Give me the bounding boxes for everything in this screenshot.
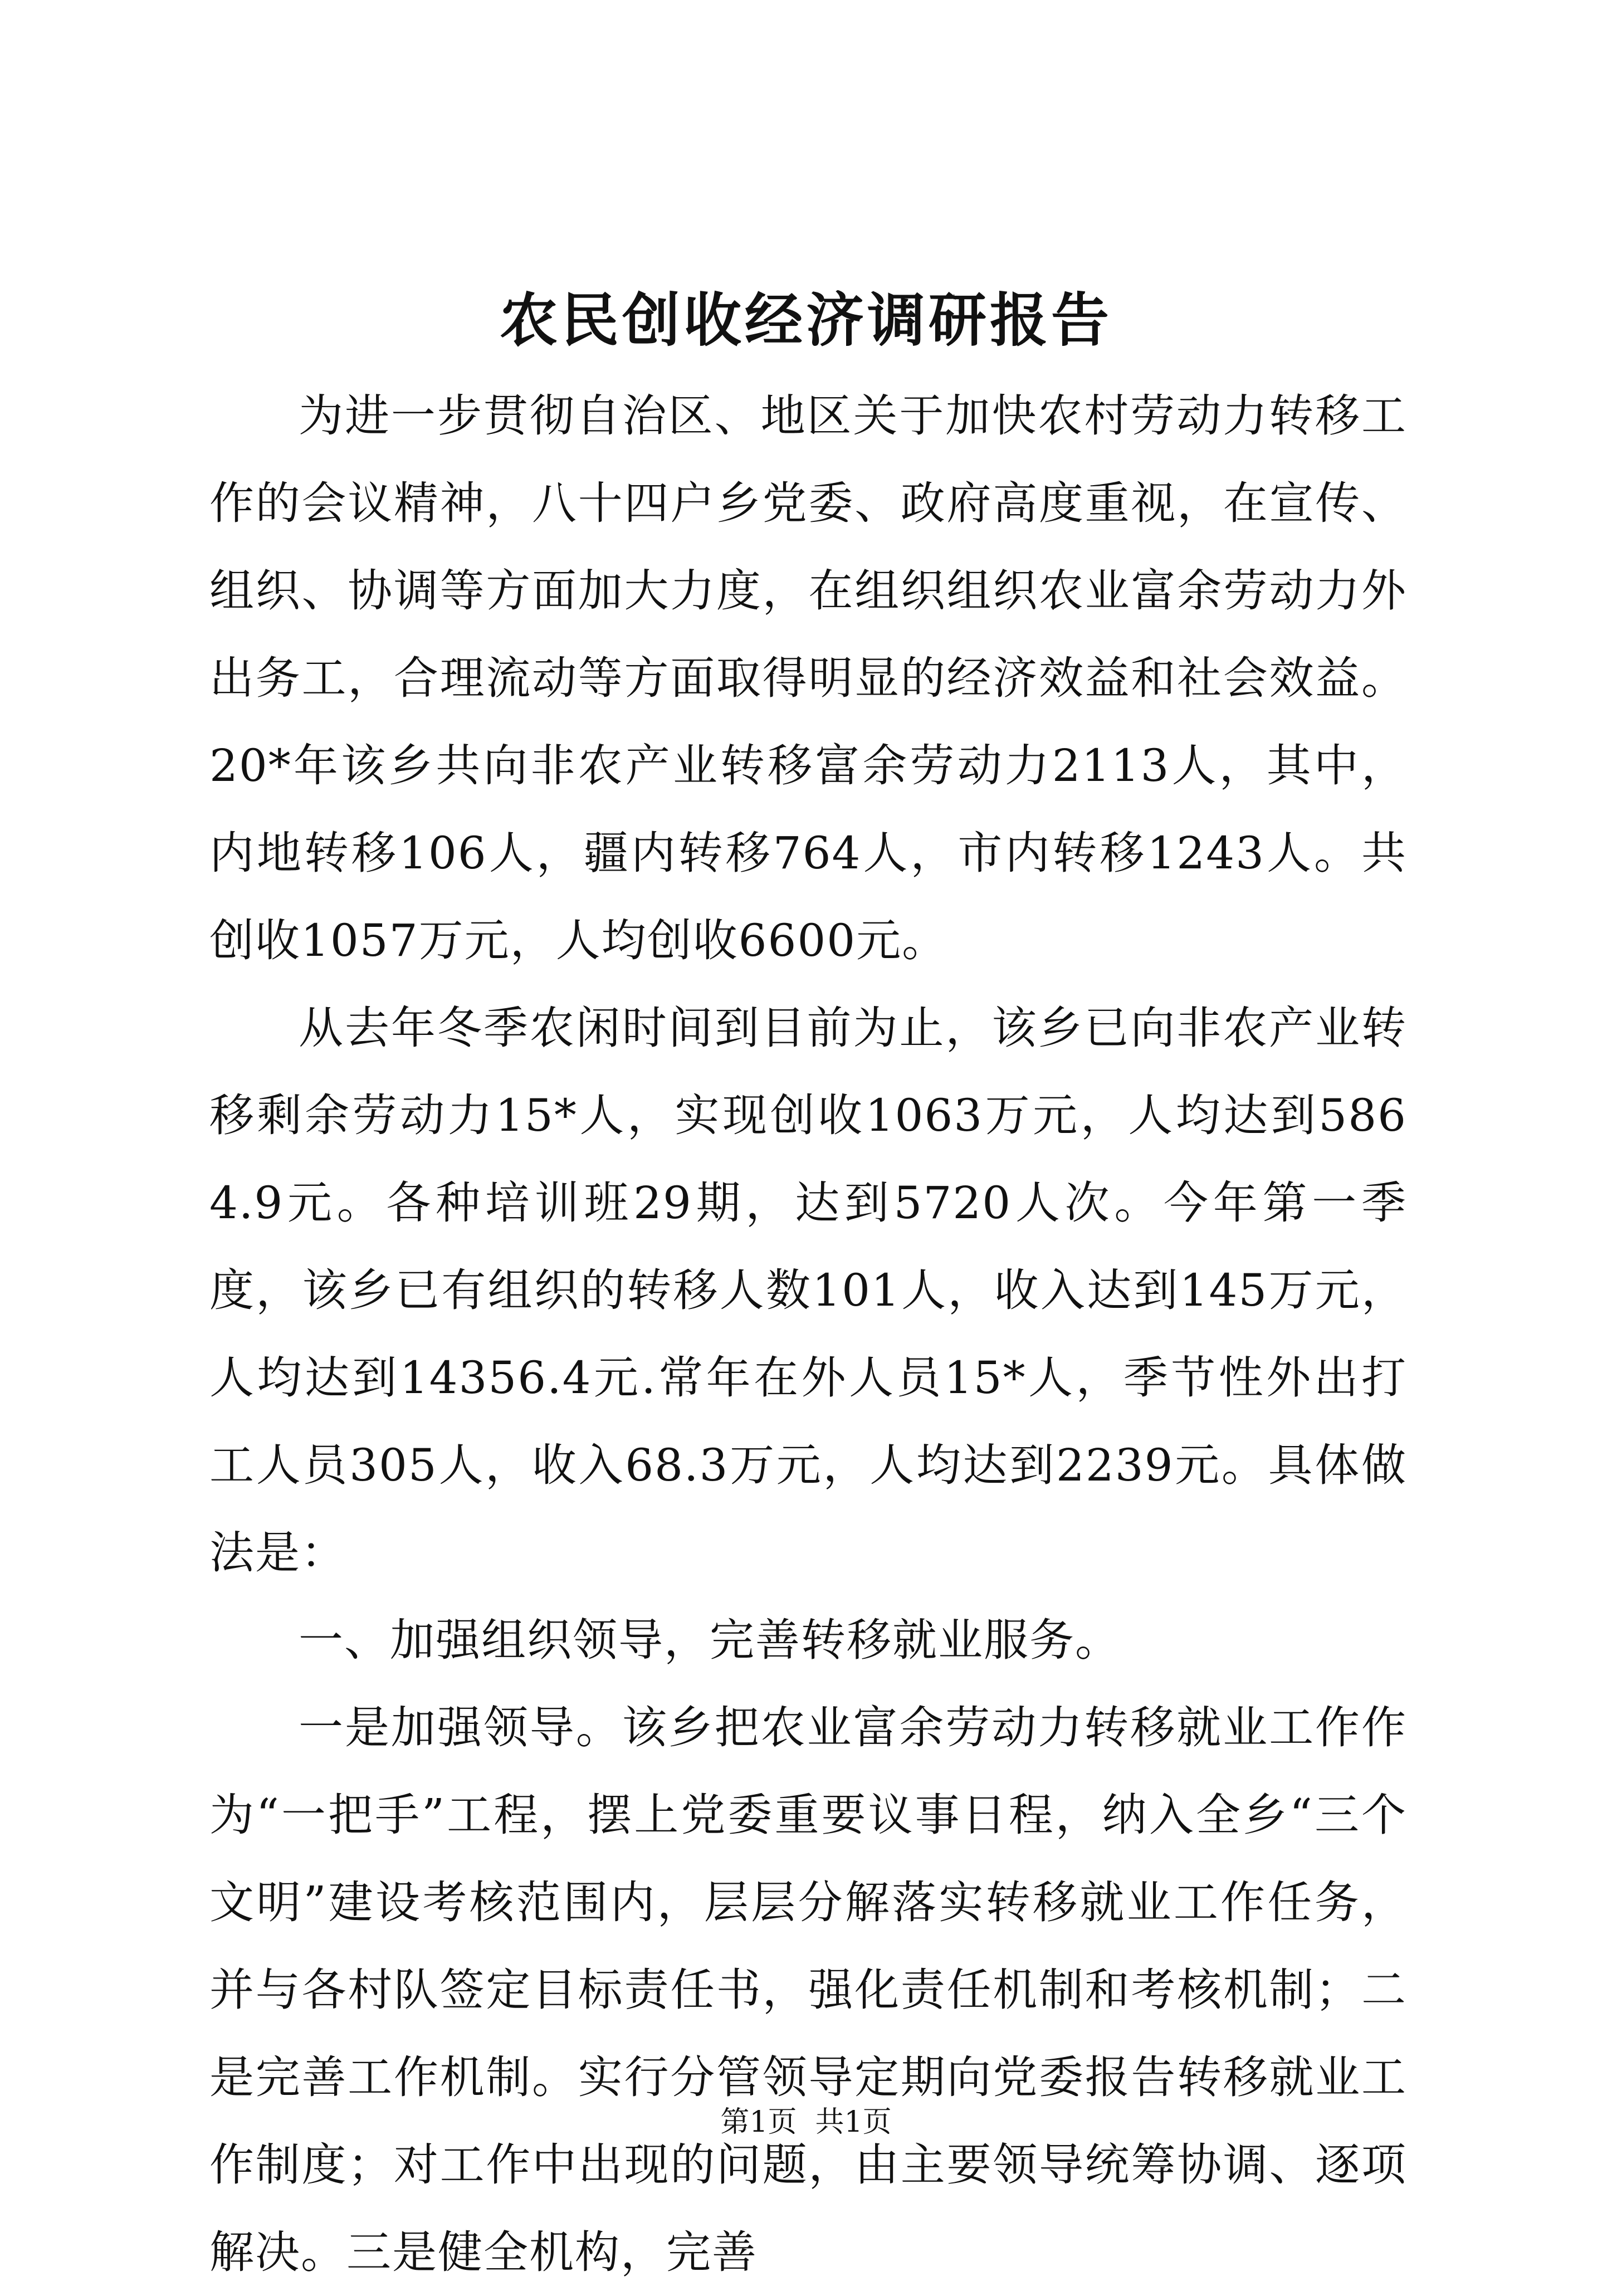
page-total: 共1页 (815, 2106, 892, 2139)
document-title: 农民创收经济调研报告 (499, 286, 1112, 354)
page-footer (0, 2103, 1612, 2142)
paragraph-leadership: 一是加强领导。该乡把农业富余劳动力转移就业工作作为“一把手”工程，摆上党委重要议事日程，纳入全乡“三个文明”建设考核范围内，层层分解落实转移就业工作任务，并与各村队签定目标责任书，强化责任机制和考核机制；二是完善工作机制。实行分管领导定期向党委报告转移就业工作制度；对工作中出现的问题，由主要领导统筹协调、逐项解决。三是健全机构，完善 (209, 1702, 1407, 2278)
paragraph-intro: 为进一步贯彻自治区、地区关于加快农村劳动力转移工作的会议精神，八十四户乡党委、政府高度重视，在宣传、组织、协调等方面加大力度，在组织组织农业富余劳动力外出务工，合理流动等方面取得明显的经济效益和社会效益。20*年该乡共向非农产业转移富余劳动力2113人，其中，内地转移106人，疆内转移764人，市内转移1243人。共创收1057万元，人均创收6600元。 (209, 390, 1407, 966)
page-number: 第1页 (720, 2106, 797, 2139)
paragraph-progress: 从去年冬季农闲时间到目前为止，该乡已向非农产业转移剩余劳动力15*人，实现创收1063万元，人均达到5864.9元。各种培训班29期，达到5720人次。今年第一季度，该乡已有组织的转移人数101人，收入达到145万元，人均达到14356.4元.常年在外人员15*人，季节性外出打工人员305人，收入68.3万元，人均达到2239元。具体做法是： (209, 1002, 1407, 1579)
section-heading-1: 一、加强组织领导，完善转移就业服务。 (299, 1614, 1121, 1666)
document-body (209, 372, 1407, 2296)
footer-separator (797, 2106, 815, 2139)
